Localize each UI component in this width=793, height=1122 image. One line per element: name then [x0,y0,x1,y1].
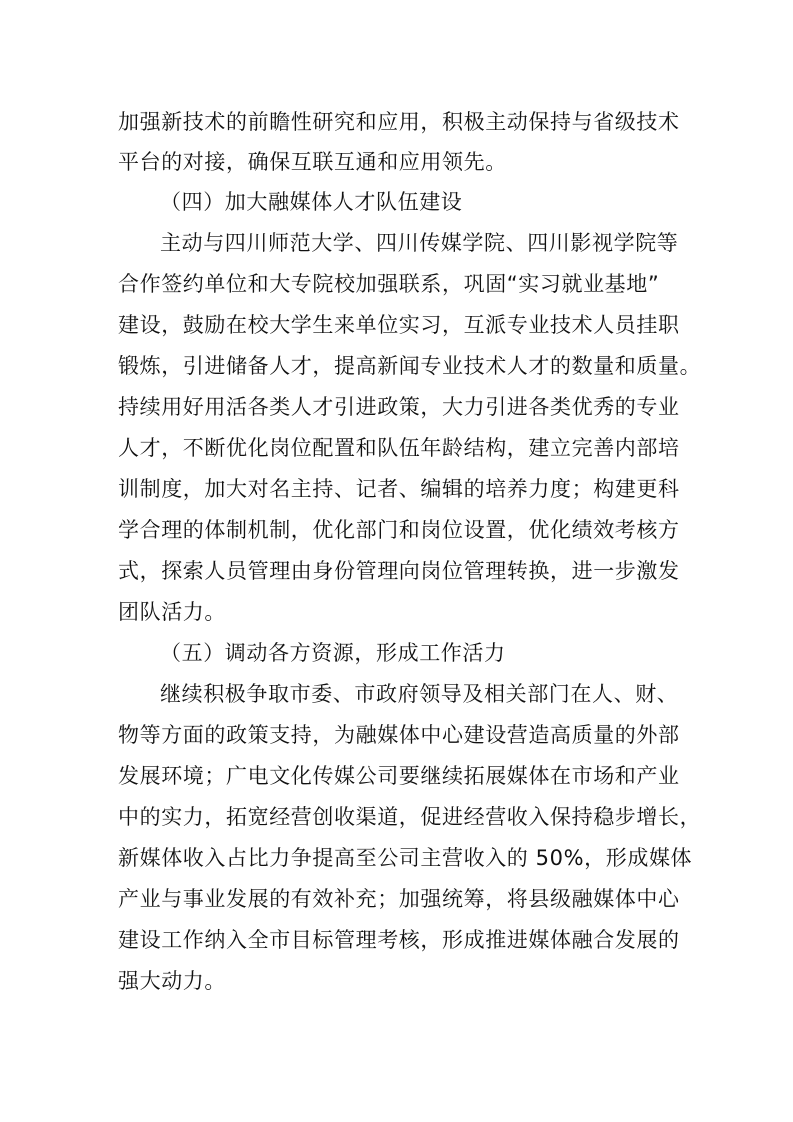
body-text-line: 合作签约单位和大专院校加强联系，巩固“实习就业基地” [118,272,660,296]
body-text-line: 建设工作纳入全市目标管理考核，形成推进媒体融合发展的 [118,928,680,952]
section-heading-5: （五）调动各方资源，形成工作活力 [160,641,506,665]
body-text-line: 锻炼，引进储备人才，提高新闻专业技术人才的数量和质量。 [118,354,702,378]
body-text-line: 持续用好用活各类人才引进政策，大力引进各类优秀的专业 [118,395,680,419]
body-text-line: 中的实力，拓宽经营创收渠道，促进经营收入保持稳步增长， [118,805,702,829]
body-text-line: 学合理的体制机制，优化部门和岗位设置，优化绩效考核方 [118,518,680,542]
body-text-line: 加强新技术的前瞻性研究和应用，积极主动保持与省级技术 [118,110,680,134]
body-text-line: 式，探索人员管理由身份管理向岗位管理转换，进一步激发 [118,559,680,583]
section-heading-4: （四）加大融媒体人才队伍建设 [160,190,463,214]
body-text-line: 新媒体收入占比力争提高至公司主营收入的 50%，形成媒体 [118,846,693,870]
body-text-line: 人才，不断优化岗位配置和队伍年龄结构，建立完善内部培 [118,436,680,460]
body-text-line: 训制度，加大对名主持、记者、编辑的培养力度；构建更科 [118,477,680,501]
body-text-line: 主动与四川师范大学、四川传媒学院、四川影视学院等 [160,231,679,255]
body-text-line: 产业与事业发展的有效补充；加强统筹，将县级融媒体中心 [118,887,680,911]
body-text-line: 团队活力。 [118,600,226,624]
body-text-line: 物等方面的政策支持，为融媒体中心建设营造高质量的外部 [118,723,680,747]
body-text-line: 建设，鼓励在校大学生来单位实习，互派专业技术人员挂职 [118,313,680,337]
body-text-line: 强大动力。 [118,969,226,993]
body-text-line: 发展环境；广电文化传媒公司要继续拓展媒体在市场和产业 [118,764,680,788]
body-text-line: 平台的对接，确保互联互通和应用领先。 [118,150,507,174]
body-text-line: 继续积极争取市委、市政府领导及相关部门在人、财、 [160,682,679,706]
